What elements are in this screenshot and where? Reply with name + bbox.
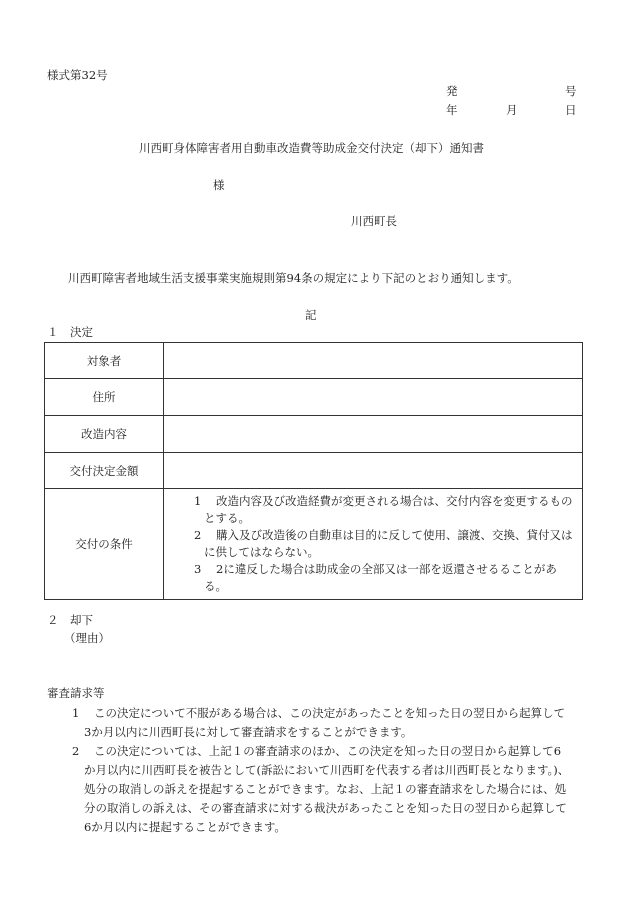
row-value-amount — [164, 453, 583, 489]
condition-item — [194, 493, 576, 527]
condition-line2: る。 — [204, 579, 227, 593]
condition-line1: 購入及び改造後の自動車は目的に反して使用、譲渡、交換、貸付又は — [216, 528, 573, 542]
reason-label: （理由） — [64, 631, 110, 645]
table-row — [45, 416, 583, 453]
conditions-cell — [164, 489, 583, 600]
row-label-modification: 改造内容 — [45, 416, 164, 453]
condition-line1: 2に違反した場合は助成金の全部又は一部を返還させるることがあ — [216, 562, 557, 576]
row-value-address — [164, 379, 583, 416]
number-label: 号 — [565, 84, 577, 98]
row-label-address: 住所 — [45, 379, 164, 416]
condition-line1: 改造内容及び改造経費が変更される場合は、交付内容を変更するもの — [216, 494, 573, 508]
appeal-heading: 審査請求等 — [47, 686, 105, 700]
table-row — [45, 489, 583, 600]
condition-item — [194, 561, 576, 595]
appeal-line: この決定については、上記１の審査請求のほか、この決定を知った日の翌日から起算して6 — [94, 744, 562, 758]
addressee-suffix: 様 — [213, 178, 225, 192]
row-label-target: 対象者 — [45, 343, 164, 379]
issuer: 川西町長 — [351, 214, 397, 228]
condition-line2: に供してはならない。 — [204, 545, 319, 559]
appeal-line: 6か月以内に提起することができます。 — [84, 820, 286, 834]
appeal-line: 処分の取消しの訴えを提起することができます。なお、上記１の審査請求をした場合には、処 — [84, 782, 567, 796]
appeal-number: 2 — [72, 744, 80, 758]
row-label-amount: 交付決定金額 — [45, 453, 164, 489]
month-label: 月 — [506, 103, 518, 117]
table-row — [45, 453, 583, 489]
body-text: 川西町障害者地域生活支援事業実施規則第94条の規定により下記のとおり通知します。 — [68, 271, 519, 285]
row-value-modification — [164, 416, 583, 453]
appeal-line: 3か月以内に川西町長に対して審査請求をすることができます。 — [84, 725, 413, 739]
condition-line2: とする。 — [204, 511, 250, 525]
year-label: 年 — [446, 103, 458, 117]
section1-heading: １ 決定 — [47, 325, 93, 339]
day-label: 日 — [565, 103, 577, 117]
appeal-line: 分の取消しの訴えは、その審査請求に対する裁決があったことを知った日の翌日から起算して — [84, 801, 567, 815]
row-value-target — [164, 343, 583, 379]
row-label-conditions: 交付の条件 — [45, 489, 164, 600]
issue-label: 発 — [446, 84, 458, 98]
appeal-line: か月以内に川西町長を被告として(訴訟において川西町を代表する者は川西町長となります。)、 — [84, 763, 570, 777]
appeal-number: 1 — [72, 706, 80, 720]
table-row — [45, 379, 583, 416]
conditions-list — [164, 489, 582, 599]
document-title: 川西町身体障害者用自動車改造費等助成金交付決定（却下）通知書 — [139, 141, 484, 155]
appeal-item-2 — [72, 742, 587, 837]
condition-number: 1 — [194, 494, 202, 508]
ki-label: 記 — [305, 308, 317, 322]
condition-number: 2 — [194, 528, 202, 542]
condition-item — [194, 527, 576, 561]
form-number: 様式第32号 — [47, 68, 108, 82]
table-row — [45, 343, 583, 379]
decision-table — [44, 342, 583, 600]
appeal-line: この決定について不服がある場合は、この決定があったことを知った日の翌日から起算して — [94, 706, 566, 720]
condition-number: 3 — [194, 562, 202, 576]
appeal-item-1 — [72, 704, 587, 742]
section2-heading: ２ 却下 — [47, 613, 93, 627]
